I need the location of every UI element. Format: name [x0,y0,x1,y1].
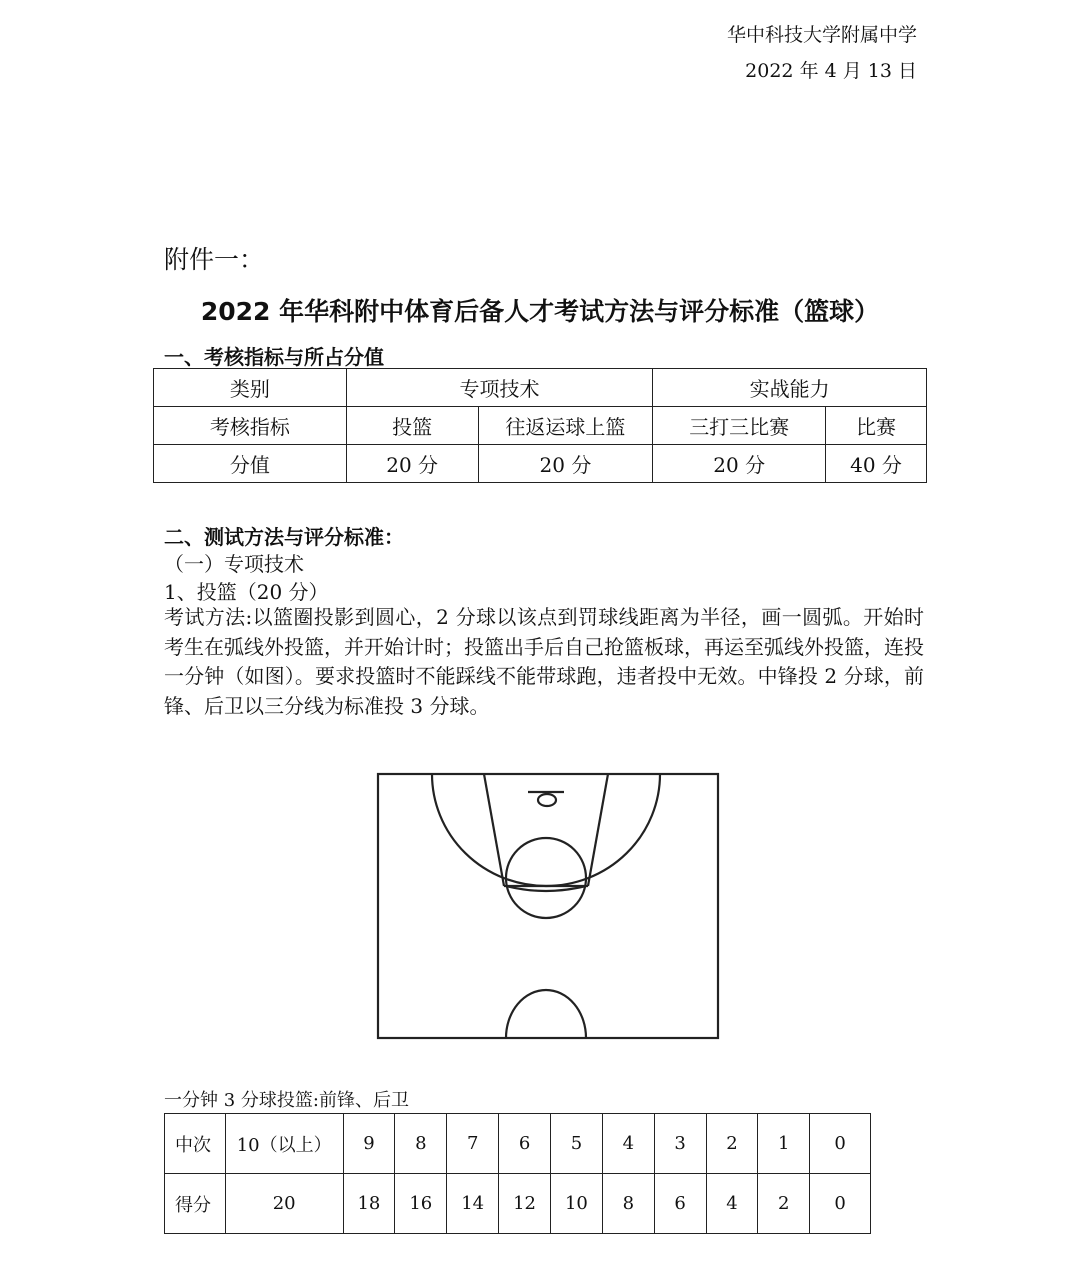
header-org: 华中科技大学附属中学 [726,24,917,46]
table-cell: 9 [343,1114,395,1174]
free-throw-circle [506,838,586,918]
table-cell: 6 [499,1114,551,1174]
table-cell: 6 [654,1174,706,1234]
table-cell: 2 [758,1174,810,1234]
hoop [538,794,556,806]
table-cell: 实战能力 [653,369,927,407]
table-cell: 1 [758,1114,810,1174]
basketball-court-diagram [368,762,732,1044]
table-cell: 中次 [165,1114,226,1174]
table-caption: 一分钟 3 分球投篮:前锋、后卫 [164,1090,409,1111]
table-cell: 2 [706,1114,758,1174]
table-cell: 3 [654,1114,706,1174]
center-circle-half [506,990,586,1038]
table-cell: 0 [810,1114,871,1174]
table-cell: 8 [602,1174,654,1234]
table-row [165,1174,871,1234]
table-cell: 7 [447,1114,499,1174]
table-cell: 20 [225,1174,343,1234]
table-cell: 10 [551,1174,603,1234]
table-cell: 40 分 [826,445,927,483]
table-cell: 专项技术 [346,369,653,407]
attachment-label: 附件一： [164,245,265,274]
score-table [164,1113,871,1234]
table-cell: 类别 [154,369,347,407]
table-cell: 0 [810,1174,871,1234]
document-title: 2022 年华科附中体育后备人才考试方法与评分标准（篮球） [200,297,880,326]
header-date: 2022 年 4 月 13 日 [745,60,917,82]
subsection-heading: （一）专项技术 [164,552,304,576]
court-boundary [378,774,718,1038]
table-cell: 20 分 [478,445,653,483]
item-heading: 1、投篮（20 分） [164,580,329,604]
table-cell: 18 [343,1174,395,1234]
table-cell: 16 [395,1174,447,1234]
table-cell: 4 [602,1114,654,1174]
table-cell: 考核指标 [154,407,347,445]
table-row [165,1114,871,1174]
table-cell: 4 [706,1174,758,1234]
table-cell: 5 [551,1114,603,1174]
table-row [154,369,927,407]
table-cell: 20 分 [346,445,478,483]
table-cell: 20 分 [653,445,826,483]
table-cell: 得分 [165,1174,226,1234]
test-method-paragraph: 考试方法:以篮圈投影到圆心，2 分球以该点到罚球线距离为半径，画一圆弧。开始时考生在弧线外投篮，并开始计时；投篮出手后自己抢篮板球，再运至弧线外投篮，连投一分钟（如图）。要求投篮时不能踩线不能带球跑，违者投中无效。中锋投 2 分球，前锋、后卫以三分线为标准投 3 分球。 [164,605,924,718]
table-cell: 14 [447,1174,499,1234]
table-cell: 三打三比赛 [653,407,826,445]
table-row [154,445,927,483]
table-cell: 分值 [154,445,347,483]
scoring-weights-table [153,368,927,483]
section1-heading: 一、考核指标与所占分值 [164,345,384,369]
table-cell: 12 [499,1174,551,1234]
table-cell: 比赛 [826,407,927,445]
table-cell: 8 [395,1114,447,1174]
section2-heading: 二、测试方法与评分标准： [164,525,404,549]
table-row [154,407,927,445]
three-point-arc [432,774,660,886]
table-cell: 10（以上） [225,1114,343,1174]
table-cell: 投篮 [346,407,478,445]
table-cell: 往返运球上篮 [478,407,653,445]
